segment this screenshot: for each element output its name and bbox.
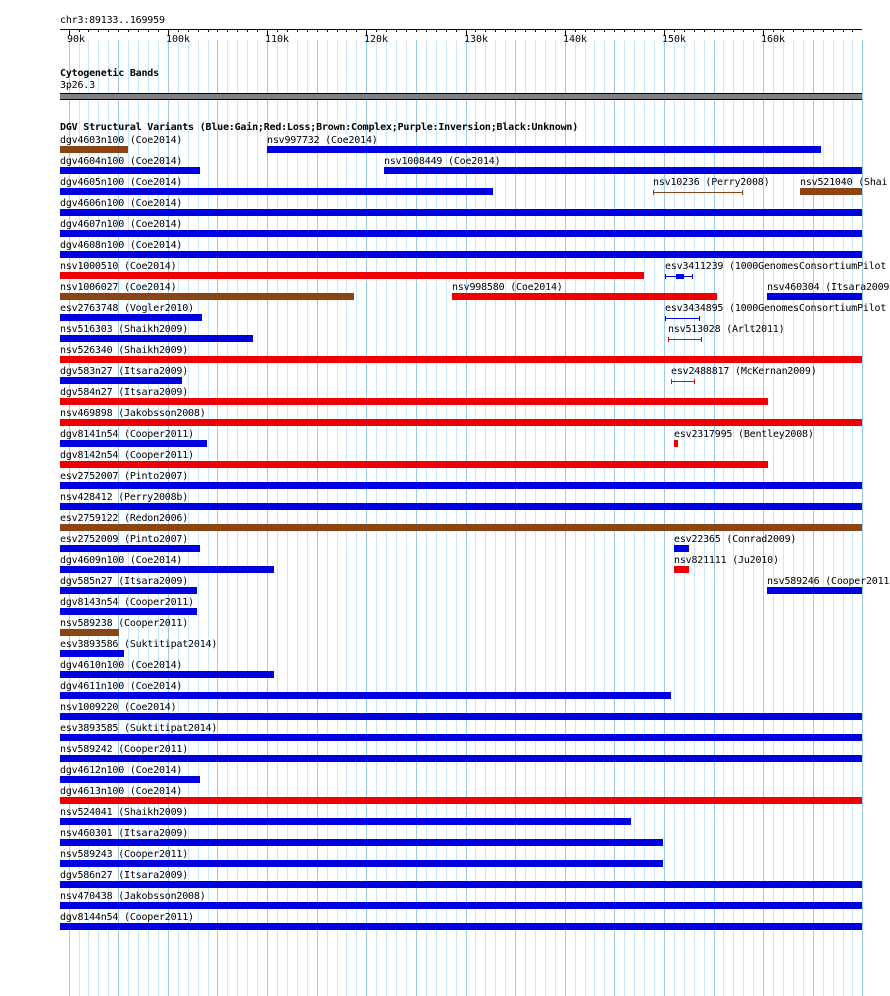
variant-bar[interactable] (60, 839, 663, 846)
variant-bar[interactable] (60, 335, 253, 342)
variant-label[interactable]: nsv589246 (Cooper2011 (767, 576, 890, 587)
variant-label[interactable]: nsv821111 (Ju2010) (674, 555, 779, 566)
variant-bar[interactable] (267, 146, 821, 153)
variant-bar[interactable] (60, 188, 493, 195)
variant-label[interactable]: esv2488817 (McKernan2009) (671, 366, 817, 377)
variant-label[interactable]: dgv4612n100 (Coe2014) (60, 765, 183, 776)
ruler-tick-label: 120k (364, 34, 389, 45)
variant-bar[interactable] (653, 190, 743, 195)
variant-label[interactable]: dgv4613n100 (Coe2014) (60, 786, 183, 797)
variant-bar[interactable] (668, 337, 702, 342)
variant-bar-core (676, 274, 684, 279)
variant-label[interactable]: dgv4608n100 (Coe2014) (60, 240, 183, 251)
variant-label[interactable]: dgv4611n100 (Coe2014) (60, 681, 183, 692)
variant-label[interactable]: dgv4607n100 (Coe2014) (60, 219, 183, 230)
variant-label[interactable]: dgv8143n54 (Cooper2011) (60, 597, 194, 608)
variant-bar[interactable] (60, 692, 671, 699)
variant-label[interactable]: nsv460301 (Itsara2009) (60, 828, 189, 839)
variant-bar[interactable] (384, 167, 862, 174)
variant-bar-line (672, 381, 694, 382)
variant-bar[interactable] (665, 274, 693, 279)
variant-bar[interactable] (60, 923, 862, 930)
variant-label[interactable]: nsv526340 (Shaikh2009) (60, 345, 189, 356)
variant-bar[interactable] (665, 316, 700, 321)
variant-bar[interactable] (674, 440, 678, 447)
variant-label[interactable]: nsv428412 (Perry2008b) (60, 492, 189, 503)
variant-bar[interactable] (60, 902, 862, 909)
region-label: chr3:89133..169959 (60, 15, 165, 26)
ruler-tick-label: 140k (563, 34, 588, 45)
variant-bar[interactable] (60, 167, 200, 174)
variant-label[interactable]: dgv4603n100 (Coe2014) (60, 135, 183, 146)
variant-bar[interactable] (60, 419, 862, 426)
variant-bar[interactable] (60, 209, 862, 216)
variant-bar[interactable] (674, 566, 689, 573)
variant-label[interactable]: nsv460304 (Itsara2009 (767, 282, 890, 293)
variant-bar[interactable] (60, 356, 862, 363)
variant-bar[interactable] (60, 461, 768, 468)
variant-bar-line (666, 318, 699, 319)
variant-label[interactable]: nsv513028 (Arlt2011) (668, 324, 785, 335)
variant-label[interactable]: nsv998580 (Coe2014) (452, 282, 563, 293)
variant-label[interactable]: dgv4605n100 (Coe2014) (60, 177, 183, 188)
variant-label[interactable]: dgv584n27 (Itsara2009) (60, 387, 189, 398)
variant-bar[interactable] (60, 797, 862, 804)
ruler-tick-label: 90k (67, 34, 86, 45)
variant-bar[interactable] (60, 272, 644, 279)
variant-label[interactable]: dgv4610n100 (Coe2014) (60, 660, 183, 671)
variant-bar[interactable] (60, 146, 128, 153)
ruler-tick-label: 110k (265, 34, 290, 45)
variant-label[interactable]: nsv10236 (Perry2008) (653, 177, 770, 188)
variant-bar[interactable] (60, 860, 663, 867)
variant-bar[interactable] (60, 314, 202, 321)
variant-label[interactable]: dgv585n27 (Itsara2009) (60, 576, 189, 587)
variant-bar[interactable] (60, 377, 182, 384)
variant-bar[interactable] (60, 881, 862, 888)
variant-label[interactable]: dgv583n27 (Itsara2009) (60, 366, 189, 377)
variant-bar[interactable] (674, 545, 689, 552)
variant-bar[interactable] (671, 379, 695, 384)
variant-label[interactable]: nsv1006027 (Coe2014) (60, 282, 177, 293)
variant-label[interactable]: nsv521040 (Shai (800, 177, 888, 188)
ruler-tick-label: 150k (662, 34, 687, 45)
variant-label[interactable]: esv22365 (Conrad2009) (674, 534, 797, 545)
variant-bar[interactable] (800, 188, 862, 195)
variant-label[interactable]: nsv470438 (Jakobsson2008) (60, 891, 206, 902)
variant-bar[interactable] (452, 293, 717, 300)
variant-label[interactable]: nsv516303 (Shaikh2009) (60, 324, 189, 335)
variant-label[interactable]: nsv997732 (Coe2014) (267, 135, 378, 146)
variant-bar[interactable] (60, 398, 768, 405)
variant-label[interactable]: dgv4606n100 (Coe2014) (60, 198, 183, 209)
variant-bar[interactable] (60, 650, 124, 657)
variant-bar[interactable] (60, 503, 862, 510)
cytoband-track-title: Cytogenetic Bands (60, 68, 159, 79)
variant-label[interactable]: dgv8142n54 (Cooper2011) (60, 450, 194, 461)
variant-label[interactable]: dgv8144n54 (Cooper2011) (60, 912, 194, 923)
variant-label[interactable]: nsv1000510 (Coe2014) (60, 261, 177, 272)
cytoband-bar[interactable] (60, 93, 862, 100)
variant-label[interactable]: nsv589238 (Cooper2011) (60, 618, 189, 629)
variant-bar[interactable] (60, 524, 862, 531)
variant-label[interactable]: esv3434895 (1000GenomesConsortiumPilot (665, 303, 887, 314)
variant-label[interactable]: dgv4609n100 (Coe2014) (60, 555, 183, 566)
variant-label[interactable]: esv3411239 (1000GenomesConsortiumPilot (665, 261, 887, 272)
variant-bar[interactable] (767, 293, 862, 300)
variant-label[interactable]: esv2317995 (Bentley2008) (674, 429, 814, 440)
variant-bar[interactable] (60, 251, 862, 258)
variant-bar[interactable] (60, 629, 119, 636)
variant-label[interactable]: nsv589243 (Cooper2011) (60, 849, 189, 860)
variant-bar[interactable] (60, 482, 862, 489)
variant-bar-line (669, 339, 701, 340)
variant-bar[interactable] (60, 755, 862, 762)
variant-label[interactable]: nsv469898 (Jakobsson2008) (60, 408, 206, 419)
variant-label[interactable]: nsv524041 (Shaikh2009) (60, 807, 189, 818)
variant-bar[interactable] (60, 293, 354, 300)
ruler-tick-label: 160k (761, 34, 786, 45)
dgv-track-title: DGV Structural Variants (Blue:Gain;Red:Loss;Brown:Complex;Purple:Inversion;Black:Unknown) (60, 122, 579, 133)
variant-label[interactable]: esv2759122 (Redon2006) (60, 513, 189, 524)
variant-bar[interactable] (60, 734, 862, 741)
ruler-tick-label: 130k (464, 34, 489, 45)
ruler-tick-label: 100k (166, 34, 191, 45)
variant-label[interactable]: nsv1009220 (Coe2014) (60, 702, 177, 713)
variant-bar[interactable] (60, 587, 197, 594)
variant-label[interactable]: esv2752007 (Pinto2007) (60, 471, 189, 482)
variant-bar[interactable] (60, 440, 207, 447)
variant-bar[interactable] (60, 230, 862, 237)
variant-bar[interactable] (60, 713, 862, 720)
cytoband-label: 3p26.3 (60, 80, 95, 91)
variant-label[interactable]: esv2763748 (Vogler2010) (60, 303, 194, 314)
variant-bar[interactable] (60, 671, 274, 678)
variant-label[interactable]: esv3893586 (Suktitipat2014) (60, 639, 218, 650)
variant-label[interactable]: nsv589242 (Cooper2011) (60, 744, 189, 755)
variant-label[interactable]: esv3893585 (Suktitipat2014) (60, 723, 218, 734)
variant-bar-line (654, 192, 742, 193)
variant-bar[interactable] (60, 776, 200, 783)
variant-bar[interactable] (60, 818, 631, 825)
variant-label[interactable]: esv2752009 (Pinto2007) (60, 534, 189, 545)
variant-label[interactable]: dgv4604n100 (Coe2014) (60, 156, 183, 167)
variant-bar[interactable] (60, 608, 197, 615)
variant-label[interactable]: dgv8141n54 (Cooper2011) (60, 429, 194, 440)
variant-bar[interactable] (767, 587, 862, 594)
variant-label[interactable]: dgv586n27 (Itsara2009) (60, 870, 189, 881)
variant-bar[interactable] (60, 545, 200, 552)
variant-label[interactable]: nsv1008449 (Coe2014) (384, 156, 501, 167)
variant-bar[interactable] (60, 566, 274, 573)
